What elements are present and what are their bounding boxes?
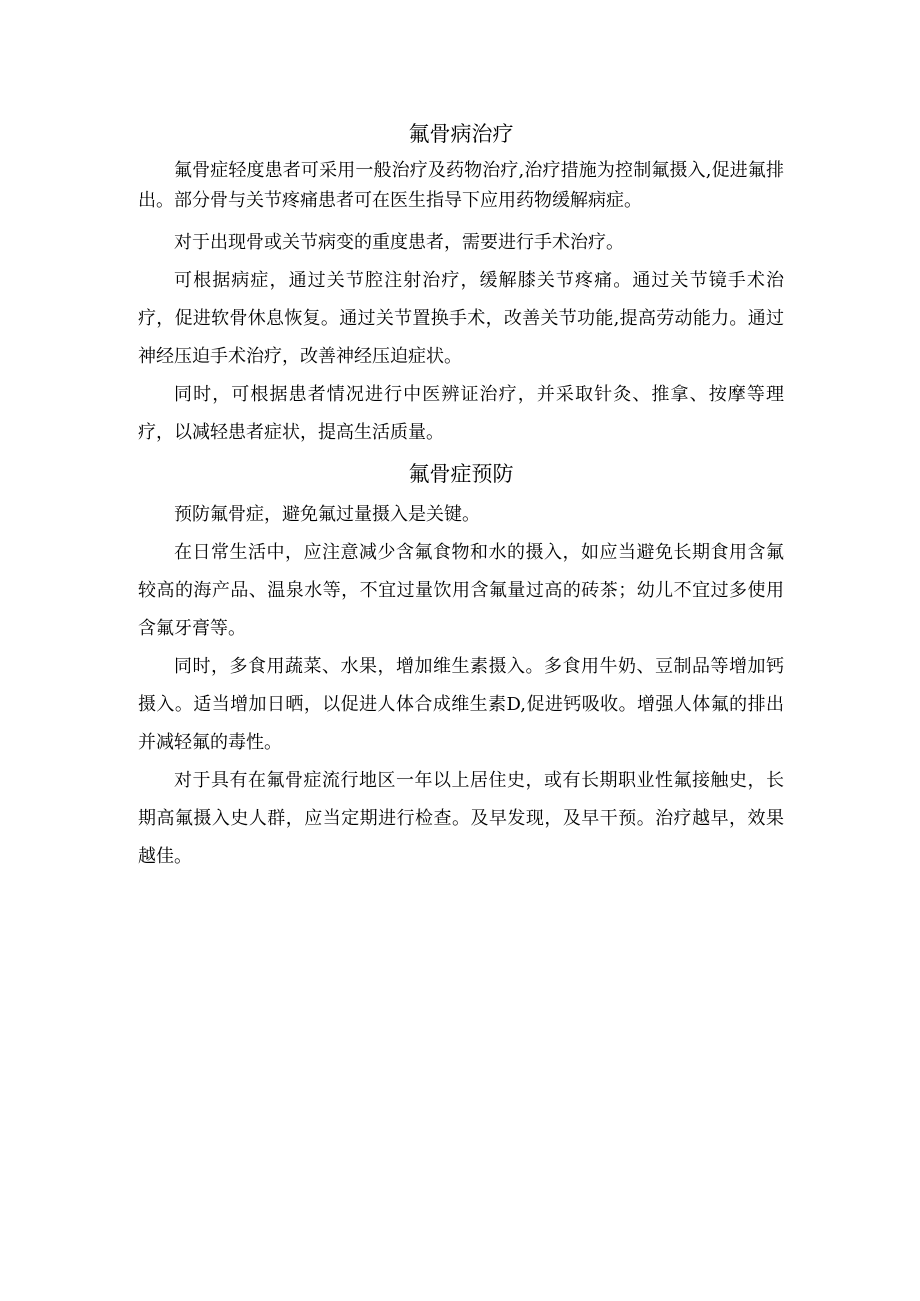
document-page [138,120,784,876]
paragraph: 在日常生活中，应注意减少含氟食物和水的摄入，如应当避免长期食用含氟较高的海产品、温泉水等，不宜过量饮用含氟量过高的砖茶；幼儿不宜过多使用含氟牙膏等。 [138,542,784,639]
paragraph: 同时，可根据患者情况进行中医辨证治疗，并采取针灸、推拿、按摩等理疗，以减轻患者症状，提高生活质量。 [138,384,784,443]
section-title-treatment: 氟骨病治疗 [408,122,514,146]
paragraph: 对于具有在氟骨症流行地区一年以上居住史，或有长期职业性氟接触史，长期高氟摄入史人群，应当定期进行检查。及早发现，及早干预。治疗越早，效果越佳。 [138,770,784,867]
paragraph: 对于出现骨或关节病变的重度患者，需要进行手术治疗。 [174,232,624,253]
paragraph: 可根据病症，通过关节腔注射治疗，缓解膝关节疼痛。通过关节镜手术治疗，促进软骨休息恢复。通过关节置换手术，改善关节功能,提高劳动能力。通过神经压迫手术治疗，改善神经压迫症状。 [138,270,784,367]
paragraph: 同时，多食用蔬菜、水果，增加维生素摄入。多食用牛奶、豆制品等增加钙摄入。适当增加日晒，以促进人体合成维生素D,促进钙吸收。增强人体氟的排出并减轻氟的毒性。 [138,656,784,753]
section-title-prevention: 氟骨症预防 [408,462,514,486]
paragraph: 氟骨症轻度患者可采用一般治疗及药物治疗,治疗措施为控制氟摄入,促进氟排出。部分骨与关节疼痛患者可在医生指导下应用药物缓解病症。 [138,160,784,211]
paragraph: 预防氟骨症，避免氟过量摄入是关键。 [174,504,480,525]
